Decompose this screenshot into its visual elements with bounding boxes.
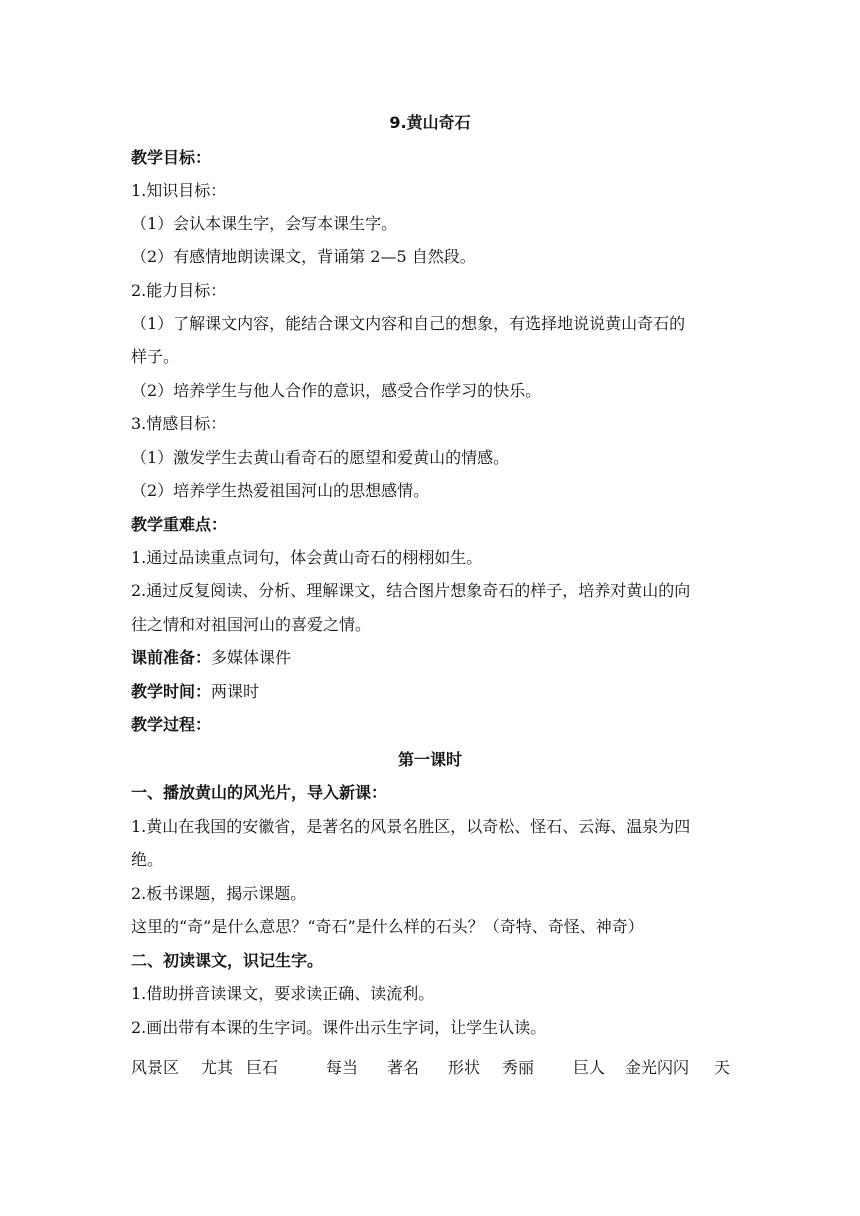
vocab-word: 著名 [387,1058,420,1077]
knowledge-objective-label: 1.知识目标： [131,181,227,200]
time-value: 两课时 [211,682,260,701]
section-1-item-1-line-2: 绝。 [131,850,164,869]
vocab-word: 金光闪闪 [625,1058,690,1077]
ability-objective-item-2: （2）培养学生与他人合作的意识，感受合作学习的快乐。 [131,381,542,400]
time-label: 教学时间： [131,682,212,701]
section-2-item-2: 2.画出带有本课的生字词。课件出示生字词，让学生认读。 [131,1018,547,1037]
process-heading: 教学过程： [131,715,212,734]
time-row [131,682,259,702]
lesson-1-heading: 第一课时 [397,750,462,769]
section-1-question: 这里的“奇”是什么意思？“奇石”是什么样的石头？（奇特、奇怪、神奇） [131,917,644,936]
vocab-word: 风景区 [131,1058,180,1077]
vocab-word: 天 [714,1058,731,1077]
section-1-heading: 一、播放黄山的风光片，导入新课： [131,783,388,802]
vocab-word: 尤其 [201,1058,234,1077]
key-point-item-2-line-2: 往之情和对祖国河山的喜爱之情。 [131,615,372,634]
ability-objective-label: 2.能力目标： [131,281,227,300]
key-points-heading: 教学重难点： [131,515,228,534]
section-2-item-1: 1.借助拼音读课文，要求读正确、读流利。 [131,984,435,1003]
key-point-item-1: 1.通过品读重点词句，体会黄山奇石的栩栩如生。 [131,548,483,567]
ability-objective-item-1-line-1: （1）了解课文内容，能结合课文内容和自己的想象，有选择地说说黄山奇石的 [131,314,686,333]
prep-row [131,648,291,668]
section-2-heading: 二、初读课文，识记生字。 [131,951,324,970]
vocab-word: 形状 [448,1058,481,1077]
objectives-heading: 教学目标： [131,148,212,167]
key-point-item-2-line-1: 2.通过反复阅读、分析、理解课文，结合图片想象奇石的样子，培养对黄山的向 [131,581,691,600]
emotion-objective-label: 3.情感目标： [131,414,227,433]
section-1-item-1-line-1: 1.黄山在我国的安徽省，是著名的风景名胜区，以奇松、怪石、云海、温泉为四 [131,817,691,836]
emotion-objective-item-1: （1）激发学生去黄山看奇石的愿望和爱黄山的情感。 [131,448,510,467]
prep-label: 课前准备： [131,648,212,667]
knowledge-objective-item-1: （1）会认本课生字，会写本课生字。 [131,214,398,233]
emotion-objective-item-2: （2）培养学生热爱祖国河山的思想感情。 [131,481,430,500]
knowledge-objective-item-2: （2）有感情地朗读课文，背诵第 2—5 自然段。 [131,247,476,266]
ability-objective-item-1-line-2: 样子。 [131,347,180,366]
section-1-item-2: 2.板书课题，揭示课题。 [131,884,307,903]
prep-value: 多媒体课件 [211,648,292,667]
vocab-word: 秀丽 [502,1058,535,1077]
vocab-word: 每当 [326,1058,359,1077]
document-title: 9.黄山奇石 [389,113,471,132]
vocab-word: 巨人 [573,1058,606,1077]
vocab-word: 巨石 [246,1058,279,1077]
